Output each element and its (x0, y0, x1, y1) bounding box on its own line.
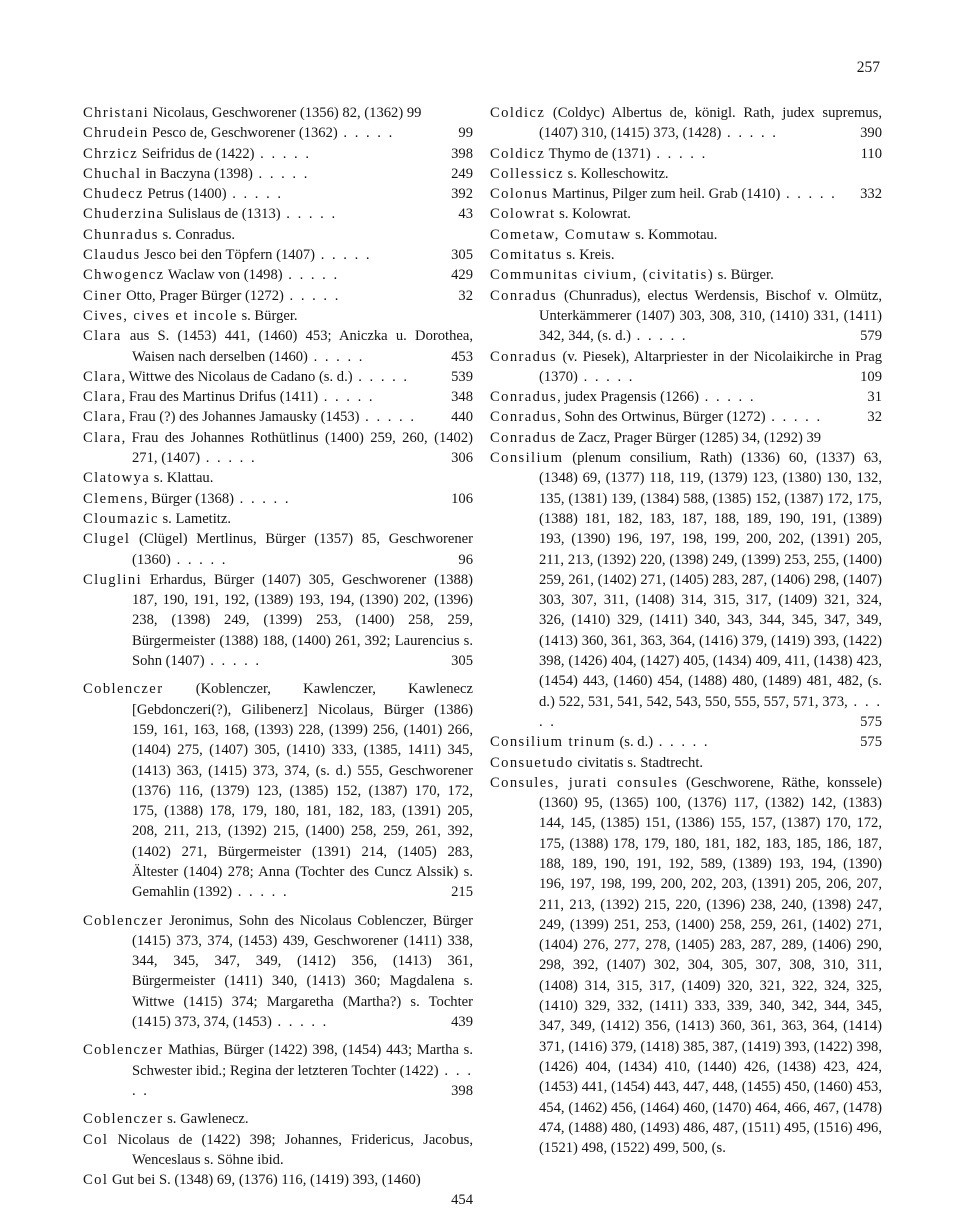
entry-text: Waclaw von (1498) (164, 267, 283, 284)
entry-text: aus S. (1453) 441, (1460) 453; Aniczka u. Dorothea, Waisen nach derselben (1460) (121, 328, 473, 365)
leader-dots: . . . . . (252, 165, 310, 182)
leader-dots: . . . . . (318, 389, 375, 406)
index-entry (83, 367, 473, 387)
leader-dots: . . . . . (226, 186, 284, 203)
entry-text: (Clügel) Mertlinus, Bürger (1357) 85, Geschworener (1360) (130, 531, 473, 568)
index-entry (490, 164, 882, 184)
entry-text: , Frau des Johannes Rothütlinus (1400) 259, 260, (1402) 271, (1407) (121, 429, 473, 467)
entry-text: Gut bei S. (1348) 69, (1376) 116, (1419) 393, (1460) (108, 1172, 421, 1189)
leader-dots: . . . . . (765, 409, 823, 426)
entry-text: (Chunradus), electus Werdensis, Bischof v. Olmütz, Unterkämmerer (1407) 303, 308, 310, (1410) 331, (1411) 342, 344, (s. d.) (539, 287, 882, 345)
entry-headword: Communitas civium, (civitatis) (490, 267, 714, 284)
page-reference: 348 (451, 389, 473, 406)
entry-headword: Consules, jurati consules (490, 774, 679, 791)
leader-dots: . . . . . (307, 348, 365, 365)
index-entry (83, 529, 473, 570)
entry-text: , Wittwe des Nicolaus de Cadano (s. d.) (121, 368, 353, 385)
index-entry (490, 144, 882, 164)
entry-headword: Collessicz (490, 165, 564, 182)
entry-headword: Coblenczer (83, 1111, 164, 1128)
entry-text: s. Klattau. (150, 470, 214, 487)
entry-text: , Sohn des Ortwinus, Bürger (1272) (557, 409, 766, 426)
entry-text: (Koblenczer, Kawlenczer, Kawlenecz [Gebdonczeri(?), Gilibenerz] Nicolaus, Bürger (1386) 159, 161, 163, 168, (1393) 228, (1399) 256, (1401) 266, (1404) 275, (1407) 305, (1410) 333, (1385, 1411) 345, (1413) 363, (1415) 373, 374, (s. d.) 555, Geschworener (1376) 116, (1379) 123, (1385) 152, (1387) 170, 172, 175, (1388) 178, 179, 180, 181, 182, 183, (1391) 205, 208, 211, 213, (1392) 215, (1400) 258, 259, 261, 392, (1402) 271, Bürgermeister (1391) 214, (1405) 283, Ältester (1404) 278; Anna (Tochter des Cuncz Alssik) s. Gemahlin (1392) (132, 681, 473, 901)
leader-dots: . . . . . (132, 1062, 473, 1099)
page-number: 257 (856, 59, 880, 76)
entry-text: s. Bürger. (237, 307, 298, 324)
index-entry (83, 144, 473, 164)
entry-headword: Christani (83, 105, 150, 121)
entry-text: Nicolaus de (1422) 398; Johannes, Fridericus, Jacobus, Wenceslaus s. Söhne ibid. (108, 1131, 473, 1168)
page-reference: 332 (860, 186, 882, 203)
left-column (83, 103, 473, 1211)
page-reference: 32 (458, 287, 473, 304)
index-entry (83, 103, 473, 123)
entry-headword: Clara (83, 409, 122, 426)
entry-text: civitatis s. Stadtrecht. (573, 754, 704, 771)
entry-text: s. Kreis. (562, 247, 615, 264)
index-entry (490, 428, 882, 448)
page-reference: 398 (451, 145, 473, 162)
entry-headword: Chunradus (83, 226, 159, 243)
entry-headword: Clatowya (83, 470, 151, 487)
entry-text: in Baczyna (1398) (141, 165, 253, 182)
entry-text: Nicolaus, Geschworener (1356) 82, (1362) 99 (149, 105, 422, 121)
entry-text: (s. d.) (615, 734, 654, 751)
entry-text: (v. Piesek), Altarpriester in der Nicolaikirche in Prag (1370) (539, 348, 882, 385)
leader-dots: . . . . . (254, 145, 311, 162)
page-reference: 539 (451, 368, 473, 385)
page-reference: 31 (867, 389, 882, 406)
page-reference: 215 (451, 884, 473, 901)
index-entry (490, 225, 882, 245)
page-reference: 306 (451, 450, 473, 467)
entry-headword: Coblenczer (83, 1042, 164, 1059)
leader-dots: . . . . . (200, 450, 257, 467)
page-reference: 305 (451, 653, 473, 670)
entry-text: Martinus, Pilger zum heil. Grab (1410) (548, 186, 781, 203)
entry-headword: Clugel (83, 531, 131, 548)
page-reference: 429 (451, 267, 473, 284)
entry-headword: Cluglini (83, 571, 143, 588)
entry-headword: Clara (83, 368, 122, 385)
index-entry (83, 570, 473, 671)
entry-headword: Comitatus (490, 247, 563, 264)
index-entry (490, 753, 882, 773)
entry-headword: Claudus (83, 247, 141, 264)
entry-headword: Clara (83, 429, 122, 446)
index-entry (83, 286, 473, 306)
entry-headword: Cives, cives et incole (83, 307, 238, 324)
page-reference: 575 (860, 734, 882, 751)
entry-headword: Chuderzina (83, 206, 165, 223)
page-reference: 398 (451, 1082, 473, 1099)
index-entry (83, 468, 473, 488)
leader-dots: . . . . . (283, 287, 341, 304)
entry-headword: Coldicz (490, 105, 546, 121)
leader-dots: . . . . . (315, 247, 372, 264)
page-reference: 109 (860, 368, 882, 385)
page-reference: 43 (458, 206, 473, 223)
entry-text: Jesco bei den Töpfern (1407) (140, 247, 316, 264)
entry-text: Jeronimus, Sohn des Nicolaus Coblenczer, Bürger (1415) 373, 374, (1453) 439, Geschworener (1411) 338, 344, 345, 347, 349, (1412) 356, (1413) 361, Bürgermeister (1411) 340, (1413) 360; Magdalena s. Wittwe (1415) 374; Margaretha (Martha?) s. Tochter (1415) 373, 374, (1453) (132, 912, 473, 1031)
entry-headword: Cloumazic (83, 510, 159, 527)
leader-dots: . . . . . (359, 409, 416, 426)
entry-headword: Conradus (490, 409, 558, 426)
index-entry (83, 407, 473, 427)
entry-headword: Consilium (490, 450, 564, 467)
entry-headword: Conradus (490, 389, 558, 406)
index-entry (490, 407, 882, 427)
index-entry (83, 225, 473, 245)
index-entry (490, 732, 882, 752)
entry-headword: Coblenczer (83, 681, 164, 698)
entry-text: de Zacz, Prager Bürger (1285) 34, (1292) 39 (557, 429, 822, 446)
entry-headword: Consilium trinum (490, 734, 616, 751)
page-reference: 99 (458, 125, 473, 142)
index-entry (83, 1109, 473, 1129)
entry-text: s. Kommotau. (631, 226, 718, 243)
entry-text: , Frau des Martinus Drifus (1411) (121, 389, 319, 406)
entry-text: s. Gawlenecz. (163, 1111, 249, 1128)
index-entry (83, 123, 473, 143)
page-reference: 454 (451, 1192, 473, 1209)
leader-dots: . . . . . (352, 368, 410, 385)
entry-headword: Ciner (83, 287, 123, 304)
leader-dots: . . . . . (631, 328, 688, 345)
entry-text: s. Lametitz. (158, 510, 231, 527)
entry-text: s. Kolleschowitz. (564, 165, 669, 182)
page-reference: 392 (451, 186, 473, 203)
leader-dots: . . . . . (280, 206, 338, 223)
page-reference: 439 (451, 1014, 473, 1031)
index-entry (83, 265, 473, 285)
index-entry (83, 509, 473, 529)
index-entry (83, 204, 473, 224)
leader-dots: . . . . . (780, 186, 837, 203)
index-entry (83, 679, 473, 902)
entry-headword: Conradus (490, 429, 558, 446)
index-entry (83, 184, 473, 204)
right-column (490, 103, 882, 1158)
index-entry (83, 387, 473, 407)
entry-headword: Colonus (490, 186, 549, 203)
entry-headword: Clara (83, 328, 122, 345)
index-entry (490, 286, 882, 347)
entry-headword: Chrzicz (83, 145, 139, 162)
index-entry (83, 245, 473, 265)
page-reference: 32 (867, 409, 882, 426)
index-entry (490, 448, 882, 732)
index-entry (83, 428, 473, 469)
entry-text: (plenum consilium, Rath) (1336) 60, (1337) 63, (1348) 69, (1377) 118, 119, (1379) 123, (1380) 130, 132, 135, (1381) 139, (1384) 588, (1385) 152, (1387) 172, 175, (1388) 181, 182, 183, 187, 188, 189, 190, 191, (1389) 193, (1390) 196, 197, 198, 199, 200, 202, (1391) 205, 211, 213, (1392) 220, (1398) 249, (1399) 253, 255, (1400) 259, 261, (1402) 271, (1405) 283, 287, (1406) 298, (1407) 303, 307, 311, (1408) 314, 315, 317, (1409) 321, 324, 326, (1410) 329, (1411) 340, 343, 344, 345, 347, 349, (1413) 360, 361, 363, 364, (1416) 379, (1419) 393, (1422) 398, (1426) 404, (1427) 405, (1434) 409, 411, (1438) 423, (1454) 443, (1460) 454, (1488) 480, (1489) 481, 482, (s. d.) 522, 531, 541, 542, 543, 550, 555, 557, 571, 373, (539, 450, 882, 710)
page-reference: 453 (451, 348, 473, 365)
entry-text: Erhardus, Bürger (1407) 305, Geschworener (1388) 187, 190, 191, 192, (1389) 193, 194, (1390) 202, (1396) 238, (1398) 249, (1399) 253, (1400) 258, 259, Bürgermeister (1388) 188, (1400) 261, 392; Laurencius s. Sohn (1407) (132, 571, 473, 670)
leader-dots: . . . . . (204, 653, 262, 670)
index-entry (83, 306, 473, 326)
entry-headword: Clemens (83, 490, 144, 507)
entry-text: s. Conradus. (158, 226, 236, 243)
index-entry (490, 347, 882, 388)
index-entry (83, 1170, 473, 1190)
index-entry (490, 184, 882, 204)
entry-headword: Cometaw, Comutaw (490, 226, 632, 243)
page-reference: 390 (860, 125, 882, 142)
index-entry (490, 204, 882, 224)
index-entry (83, 489, 473, 509)
entry-text: Sulislaus de (1313) (164, 206, 281, 223)
entry-headword: Chuchal (83, 165, 142, 182)
entry-headword: Consuetudo (490, 754, 574, 771)
leader-dots: . . . . . (653, 734, 710, 751)
page-reference: 110 (860, 145, 882, 162)
leader-dots: . . . . . (650, 145, 708, 162)
index-entry (83, 1040, 473, 1101)
leader-dots: . . . . . (699, 389, 756, 406)
index-entry (490, 773, 882, 1159)
entry-headword: Coldicz (490, 145, 546, 162)
page-reference: 579 (860, 328, 882, 345)
entry-text: , Bürger (1368) (143, 490, 234, 507)
entry-text: s. Kolowrat. (555, 206, 631, 223)
entry-text: Mathias, Bürger (1422) 398, (1454) 443; Martha s. Schwester ibid.; Regina der letzteren Tochter (1422) (132, 1042, 473, 1079)
entry-text: (Coldyc) Albertus de, königl. Rath, judex supremus, (1407) 310, (1415) 373, (1428) (539, 105, 882, 142)
entry-text: s. Bürger. (714, 267, 774, 284)
entry-headword: Chwogencz (83, 267, 165, 284)
leader-dots: . . . . . (234, 490, 291, 507)
entry-headword: Col (83, 1131, 109, 1148)
index-entry (83, 911, 473, 1033)
leader-dots: . . . . . (232, 884, 289, 901)
index-entry (490, 103, 882, 144)
page-reference: 575 (860, 713, 882, 730)
leader-dots: . . . . . (282, 267, 340, 284)
index-entry (83, 326, 473, 367)
entry-text: Seifridus de (1422) (138, 145, 255, 162)
page-reference: 305 (451, 247, 473, 264)
index-entry (490, 245, 882, 265)
entry-headword: Chrudein (83, 125, 149, 142)
entry-headword: Colowrat (490, 206, 556, 223)
page-reference: 106 (451, 490, 473, 507)
page-reference: 440 (451, 409, 473, 426)
entry-headword: Conradus (490, 348, 558, 365)
entry-text: Petrus (1400) (143, 186, 227, 203)
page-reference: 249 (451, 165, 473, 182)
leader-dots: . . . . . (271, 1014, 329, 1031)
entry-text: , Frau (?) des Johannes Jamausky (1453) (121, 409, 360, 426)
leader-dots: . . . . . (539, 693, 882, 730)
leader-dots: . . . . . (577, 368, 635, 385)
entry-headword: Clara (83, 389, 122, 406)
entry-text: , judex Pragensis (1266) (557, 389, 700, 406)
entry-headword: Chudecz (83, 186, 144, 203)
entry-text: Pesco de, Geschworener (1362) (148, 125, 338, 142)
index-entry (83, 164, 473, 184)
index-entry (490, 265, 882, 285)
index-entry (83, 1130, 473, 1171)
leader-dots: . . . . . (170, 551, 228, 568)
entry-headword: Conradus (490, 287, 558, 304)
index-entry (490, 387, 882, 407)
entry-headword: Col (83, 1172, 109, 1189)
entry-text: Thymo de (1371) (545, 145, 651, 162)
leader-dots: . . . . . (721, 125, 778, 142)
page-reference: 96 (458, 551, 473, 568)
leader-dots: . . . . . (337, 125, 395, 142)
entry-text: (Geschworene, Räthe, konssele) (1360) 95, (1365) 100, (1376) 117, (1382) 142, (1383) 144, 145, (1385) 151, (1386) 155, 157, (1387) 170, 172, 175, (1388) 178, 179, 180, 181, 182, 183, 185, 186, 187, 188, 189, 190, 191, 192, 589, (1389) 193, 194, (1390) 196, 197, 198, 199, 200, 202, 203, (1391) 205, 206, 207, 211, 213, (1392) 215, 220, (1396) 238, 240, (1398) 247, 249, (1399) 251, 253, (1400) 258, 259, 261, (1402) 271, (1404) 276, 277, 278, (1405) 283, 287, 289, (1406) 290, 298, 392, (1407) 302, 304, 305, 307, 308, 310, 311, (1408) 314, 315, 317, (1409) 320, 321, 322, 324, 325, (1410) 329, 332, (1411) 333, 339, 340, 342, 344, 345, 347, 349, (1412) 356, (1413) 360, 361, 363, 364, (1414) 371, (1416) 379, (1418) 385, 387, (1419) 393, (1422) 398, (1426) 404, (1434) 410, (1440) 426, (1438) 423, 424, (1453) 441, (1454) 443, 447, 448, (1455) 450, (1460) 453, 454, (1462) 456, (1464) 460, (1470) 464, 466, 467, (1478) 474, (1488) 480, (1493) 486, 487, (1511) 495, (1516) 496, (1521) 498, (1522) 499, 500, (s. (539, 774, 882, 1157)
entry-headword: Coblenczer (83, 912, 164, 929)
entry-text: Otto, Prager Bürger (1272) (122, 287, 284, 304)
